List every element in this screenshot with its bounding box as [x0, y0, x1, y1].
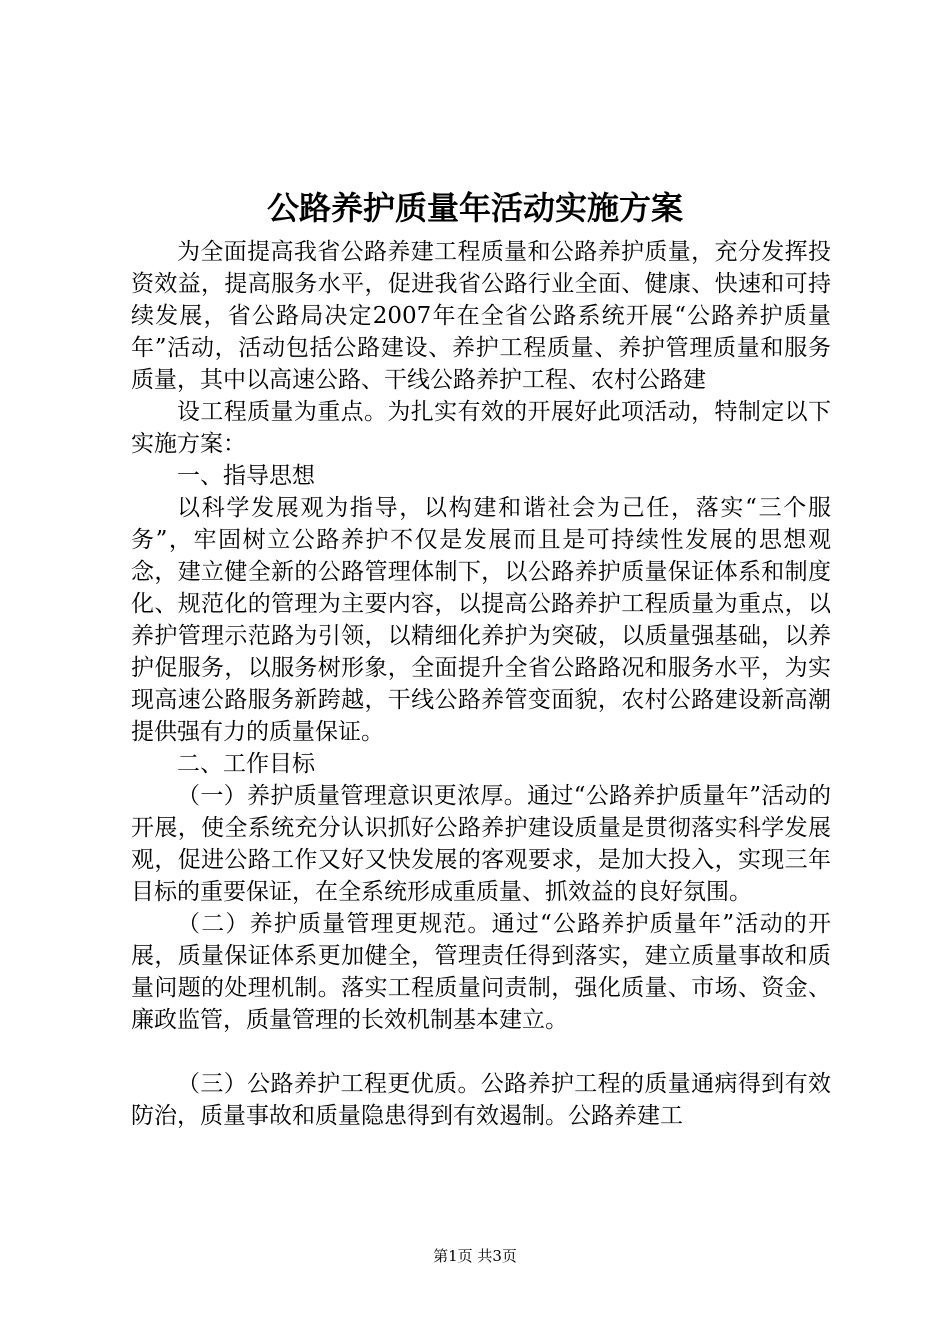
paragraph-goal-1: （一）养护质量管理意识更浓厚。通过“公路养护质量年”活动的开展，使全系统充分认识抓好公路养护建设质量是贯彻落实科学发展观，促进公路工作又好又快发展的客观要求，是加大投入，实现三年目标的重要保证，在全系统形成重质量、抓效益的良好氛围。 — [131, 783, 831, 905]
section-heading-work-goals: 二、工作目标 — [177, 751, 315, 777]
paragraph-intro: 为全面提高我省公路养建工程质量和公路养护质量，充分发挥投资效益，提高服务水平，促进我省公路行业全面、健康、快速和可持续发展，省公路局决定2007年在全省公路系统开展“公路养护质量年”活动，活动包括公路建设、养护工程质量、养护管理质量和服务质量，其中以高速公路、干线公路养护工程、农村公路建 — [131, 239, 831, 393]
paragraph-intro-continued: 设工程质量为重点。为扎实有效的开展好此项活动，特制定以下实施方案： — [131, 399, 831, 457]
document-body — [131, 236, 831, 1132]
page-number-footer: 第1页 共3页 — [433, 1247, 517, 1265]
paragraph-goal-3: （三）公路养护工程更优质。公路养护工程的质量通病得到有效防治，质量事故和质量隐患得到有效遏制。公路养建工 — [131, 1071, 831, 1129]
document-title: 公路养护质量年活动实施方案 — [266, 189, 683, 227]
paragraph-guiding-ideology: 以科学发展观为指导，以构建和谐社会为己任，落实“三个服务”，牢固树立公路养护不仅是发展而且是可持续性发展的思想观念，建立健全新的公路管理体制下，以公路养护质量保证体系和制度化、规范化的管理为主要内容，以提高公路养护工程质量为重点，以养护管理示范路为引领，以精细化养护为突破，以质量强基础，以养护促服务，以服务树形象，全面提升全省公路路况和服务水平，为实现高速公路服务新跨越，干线公路养管变面貌，农村公路建设新高潮提供强有力的质量保证。 — [131, 495, 831, 745]
paragraph-goal-2: （二）养护质量管理更规范。通过“公路养护质量年”活动的开展，质量保证体系更加健全，管理责任得到落实，建立质量事故和质量问题的处理机制。落实工程质量问责制，强化质量、市场、资金、廉政监管，质量管理的长效机制基本建立。 — [131, 911, 831, 1033]
section-heading-guiding-ideology: 一、指导思想 — [177, 463, 315, 489]
